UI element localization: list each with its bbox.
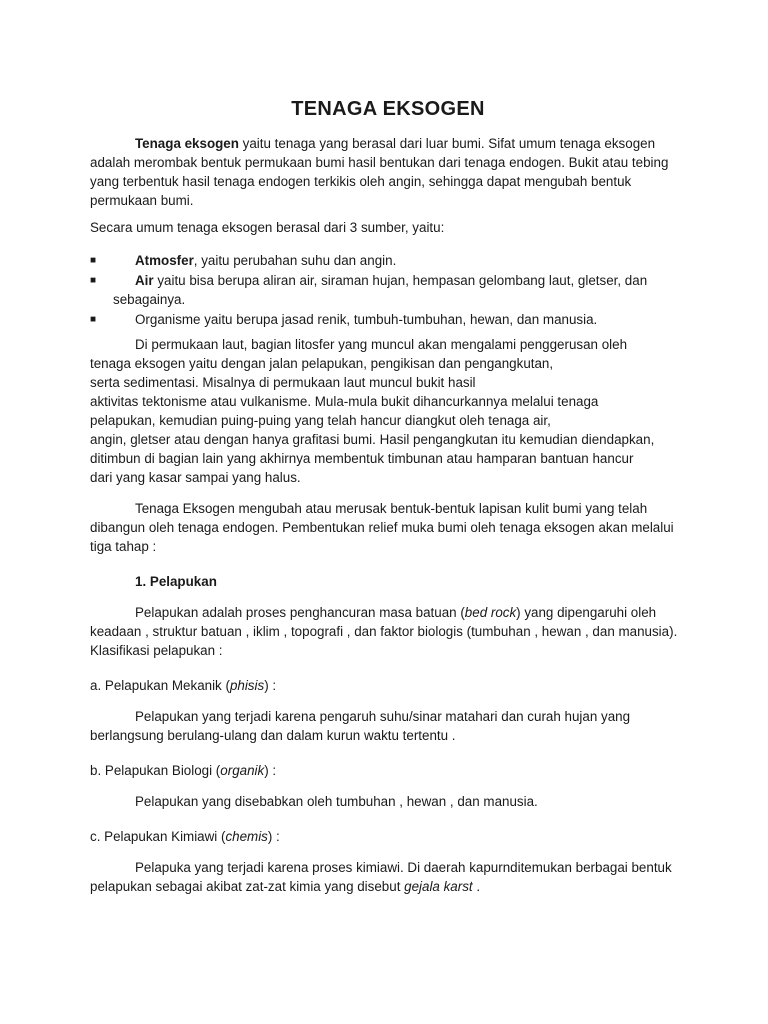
list-item-term: Atmosfer: [135, 253, 194, 268]
list-item: [90, 310, 686, 329]
list-item-continuation: sebagainya.: [113, 292, 186, 307]
document-page: [90, 96, 686, 896]
paragraph-line: Di permukaan laut, bagian litosfer yang muncul akan mengalami penggerusan oleh: [135, 337, 628, 352]
paragraph-line: serta sedimentasi. Misalnya di permukaan laut muncul bukit hasil: [90, 375, 476, 390]
type-heading-suffix: ) :: [264, 763, 277, 778]
intro-paragraph: [90, 134, 686, 210]
type-desc-italic: gejala karst: [404, 879, 473, 894]
type-desc-text: Pelapukan yang disebabkan oleh tumbuhan , hewan , dan manusia.: [135, 794, 538, 809]
type-desc-text: Pelapukan yang terjadi karena pengaruh suhu/sinar matahari dan curah hujan yang berlangsung berulang-ulang dan dalam kurun waktu tertentu .: [90, 709, 631, 743]
pelapukan-text-b: ) yang dipengaruhi oleh keadaan , struktur batuan , iklim , topografi , dan faktor biologis (tumbuhan , hewan , dan manusia). Klasifikasi pelapukan :: [90, 605, 678, 658]
type-heading-prefix: c. Pelapukan Kimiawi (: [90, 829, 226, 844]
sources-intro: Secara umum tenaga eksogen berasal dari 3 sumber, yaitu:: [90, 220, 445, 235]
type-desc-text-end: .: [472, 879, 481, 894]
paragraph-line: ditimbun di bagian lain yang akhirnya membentuk timbunan atau hamparan bantuan hancur: [90, 451, 634, 466]
paragraph-line: dari yang kasar sampai yang halus.: [90, 470, 301, 485]
pelapukan-italic: bed rock: [464, 605, 517, 620]
section-heading-pelapukan: 1. Pelapukan: [135, 574, 217, 589]
paragraph-line: aktivitas tektonisme atau vulkanisme. Mula-mula bukit dihancurkannya melalui tenaga: [90, 394, 599, 409]
intro-bold-term: Tenaga eksogen: [135, 136, 239, 151]
type-desc-kimiawi: [90, 858, 686, 896]
type-heading-mekanik: [90, 676, 686, 695]
paragraph-line: angin, gletser atau dengan hanya grafitasi bumi. Hasil pengangkutan itu kemudian diendapkan,: [90, 432, 655, 447]
type-heading-biologi: [90, 761, 686, 780]
type-heading-italic: organik: [220, 763, 265, 778]
tahap-paragraph: Tenaga Eksogen mengubah atau merusak bentuk-bentuk lapisan kulit bumi yang telah dibangun oleh tenaga endogen. Pembentukan relief muka bumi oleh tenaga eksogen akan melalui tiga tahap :: [90, 501, 674, 554]
paragraph-line: tenaga eksogen yaitu dengan jalan pelapukan, pengikisan dan pengangkutan,: [90, 356, 554, 371]
laut-paragraph: [90, 335, 686, 487]
page-title: TENAGA EKSOGEN: [291, 98, 485, 120]
type-desc-biologi: [90, 792, 686, 811]
type-heading-prefix: b. Pelapukan Biologi (: [90, 763, 221, 778]
list-item-text: yaitu bisa berupa aliran air, siraman hujan, hempasan gelombang laut, gletser, dan: [153, 273, 648, 288]
square-bullet-icon: ■: [90, 314, 97, 325]
type-heading-kimiawi: [90, 827, 686, 846]
pelapukan-text-a: Pelapukan adalah proses penghancuran masa batuan (: [135, 605, 465, 620]
list-item: [90, 271, 686, 309]
paragraph-line: pelapukan, kemudian puing-puing yang telah hancur diangkut oleh tenaga air,: [90, 413, 551, 428]
list-item-term: Air: [135, 273, 154, 288]
sources-list: [90, 251, 686, 329]
type-heading-suffix: ) :: [267, 829, 280, 844]
type-desc-mekanik: [90, 707, 686, 745]
list-item: [90, 251, 686, 270]
type-desc-text: Pelapuka yang terjadi karena proses kimiawi. Di daerah kapurnditemukan berbagai bentuk pelapukan sebagai akibat zat-zat kimia yang disebut: [90, 860, 672, 894]
list-item-text: Organisme yaitu berupa jasad renik, tumbuh-tumbuhan, hewan, dan manusia.: [135, 312, 598, 327]
square-bullet-icon: ■: [90, 255, 97, 266]
intro-text: yaitu tenaga yang berasal dari luar bumi. Sifat umum tenaga eksogen adalah merombak bentuk permukaan bumi hasil bentukan dari tenaga endogen. Bukit atau tebing yang terbentuk hasil tenaga endogen terkikis oleh angin, sehingga dapat mengubah bentuk permukaan bumi.: [90, 136, 669, 208]
pelapukan-paragraph: [90, 603, 686, 660]
type-heading-suffix: ) :: [264, 678, 277, 693]
square-bullet-icon: ■: [90, 275, 97, 286]
type-heading-italic: chemis: [225, 829, 268, 844]
type-heading-italic: phisis: [229, 678, 265, 693]
type-heading-prefix: a. Pelapukan Mekanik (: [90, 678, 230, 693]
list-item-text: , yaitu perubahan suhu dan angin.: [193, 253, 397, 268]
